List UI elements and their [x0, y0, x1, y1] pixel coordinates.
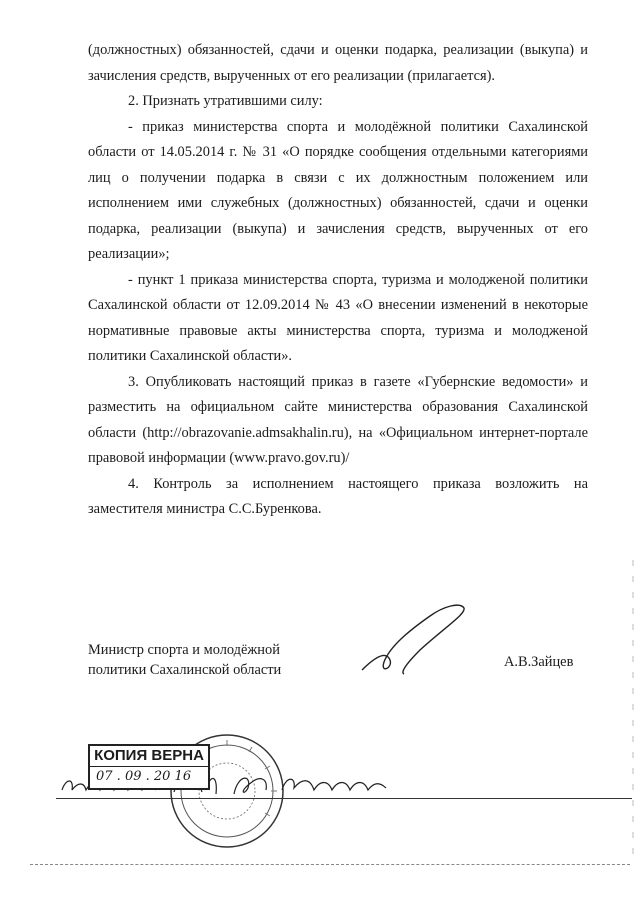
certified-copy-stamp	[88, 744, 210, 790]
handwritten-signature	[360, 600, 470, 680]
signatory-title-line-2: политики Сахалинской области	[88, 662, 282, 678]
scan-artifact-line	[30, 864, 630, 865]
paragraph-continuation: (должностных) обязанностей, сдачи и оценки подарка, реализации (выкупа) и зачисления средств, вырученных от его реализации (прилагается).	[88, 42, 588, 84]
paragraph-subitem-order-43: - пункт 1 приказа министерства спорта, туризма и молодженой политики Сахалинской области от 12.09.2014 № 43 «О внесении изменений в некоторые нормативные правовые акты министерства спорта, туризма и молодженой политики Сахалинской области».	[88, 271, 588, 364]
signatory-title	[88, 640, 308, 680]
paragraph-item-2: 2. Признать утратившими силу:	[128, 93, 323, 109]
signatory-title-line-1: Министр спорта и молодёжной	[88, 642, 280, 658]
stamp-title: КОПИЯ ВЕРНА	[90, 746, 208, 767]
signatory-name: А.В.Зайцев	[504, 654, 574, 670]
paragraph-item-4: 4. Контроль за исполнением настоящего приказа возложить на заместителя министра С.С.Буренкова.	[88, 475, 588, 517]
paragraph-subitem-order-31: - приказ министерства спорта и молодёжной политики Сахалинской области от 14.05.2014 г. № 31 «О порядке сообщения отдельными категориями лиц о получении подарка в связи с их должностным положением или исполнением ими служебных (должностных) обязанностей, сдачи и оценки подарка, реализации (выкупа) и зачисления средств, вырученных от его реализации»;	[88, 118, 588, 262]
certification-underline	[56, 798, 632, 799]
stamp-date: 07 . 09 . 20 16	[96, 769, 192, 784]
document-body	[88, 38, 588, 523]
scan-edge-artifact	[630, 560, 636, 860]
paragraph-item-3: 3. Опубликовать настоящий приказ в газете «Губернские ведомости» и разместить на официальном сайте министерства образования Сахалинской области (http://obrazovanie.admsakhalin.ru), на «Официальном интернет-портале правовой информации (www.pravo.gov.ru)/	[88, 373, 588, 466]
